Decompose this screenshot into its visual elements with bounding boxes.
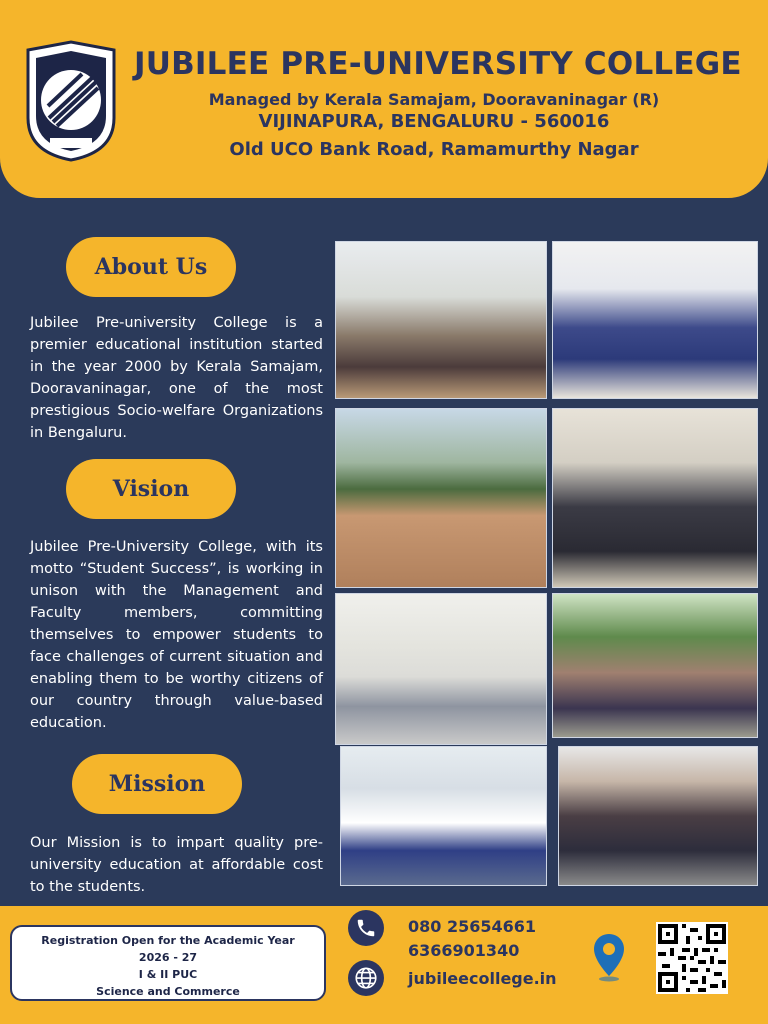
streams-label: Science and Commerce	[96, 985, 240, 998]
phone-number-1[interactable]: 080 25654661	[408, 917, 537, 936]
course-label: I & II PUC	[138, 968, 198, 981]
computer-lab-photo	[552, 408, 758, 588]
mission-text: Our Mission is to impart quality pre-university education at affordable cost to the students.	[30, 835, 323, 895]
classroom-photo	[335, 241, 547, 399]
science-experiment-photo	[340, 746, 547, 886]
vision-text: Jubilee Pre-University College, with its motto “Student Success”, is working in unison with the Management and Faculty members, committing themselves to empower students to face challenges of current situation and enabling them to be worthy citizens of our country through value-based education.	[30, 539, 323, 731]
phone-icon	[348, 910, 384, 946]
city-line: VIJINAPURA, BENGALURU - 560016	[258, 111, 610, 132]
website-link[interactable]: jubileecollege.in	[408, 969, 557, 988]
newspaper-event-photo	[558, 746, 758, 886]
college-crest-logo	[22, 40, 120, 162]
about-text: Jubilee Pre-university College is a premier educational institution started in the year 2000 by Kerala Samajam, Dooravaninagar, one of the most prestigious Socio-welfare Organizations in Bengaluru.	[30, 315, 323, 441]
road-line: Old UCO Bank Road, Ramamurthy Nagar	[229, 139, 639, 160]
mission-heading: Mission	[72, 754, 242, 814]
lab-students-photo	[552, 241, 758, 399]
globe-icon	[348, 960, 384, 996]
vision-heading: Vision	[66, 459, 236, 519]
registration-title: Registration Open for the Academic Year	[41, 934, 295, 947]
qr-code[interactable]	[656, 922, 728, 994]
header-banner	[0, 0, 768, 198]
chemistry-lab-photo	[335, 593, 547, 745]
academic-year: 2026 - 27	[138, 951, 198, 964]
college-name: JUBILEE PRE-UNIVERSITY COLLEGE	[134, 46, 742, 82]
about-heading: About Us	[66, 237, 236, 297]
playground-photo	[335, 408, 547, 588]
managed-by-line: Managed by Kerala Samajam, Dooravaninagar (R)	[208, 90, 660, 109]
registration-box	[10, 925, 326, 1001]
group-photo	[552, 593, 758, 738]
location-pin-icon	[592, 932, 626, 982]
phone-number-2[interactable]: 6366901340	[408, 941, 520, 960]
